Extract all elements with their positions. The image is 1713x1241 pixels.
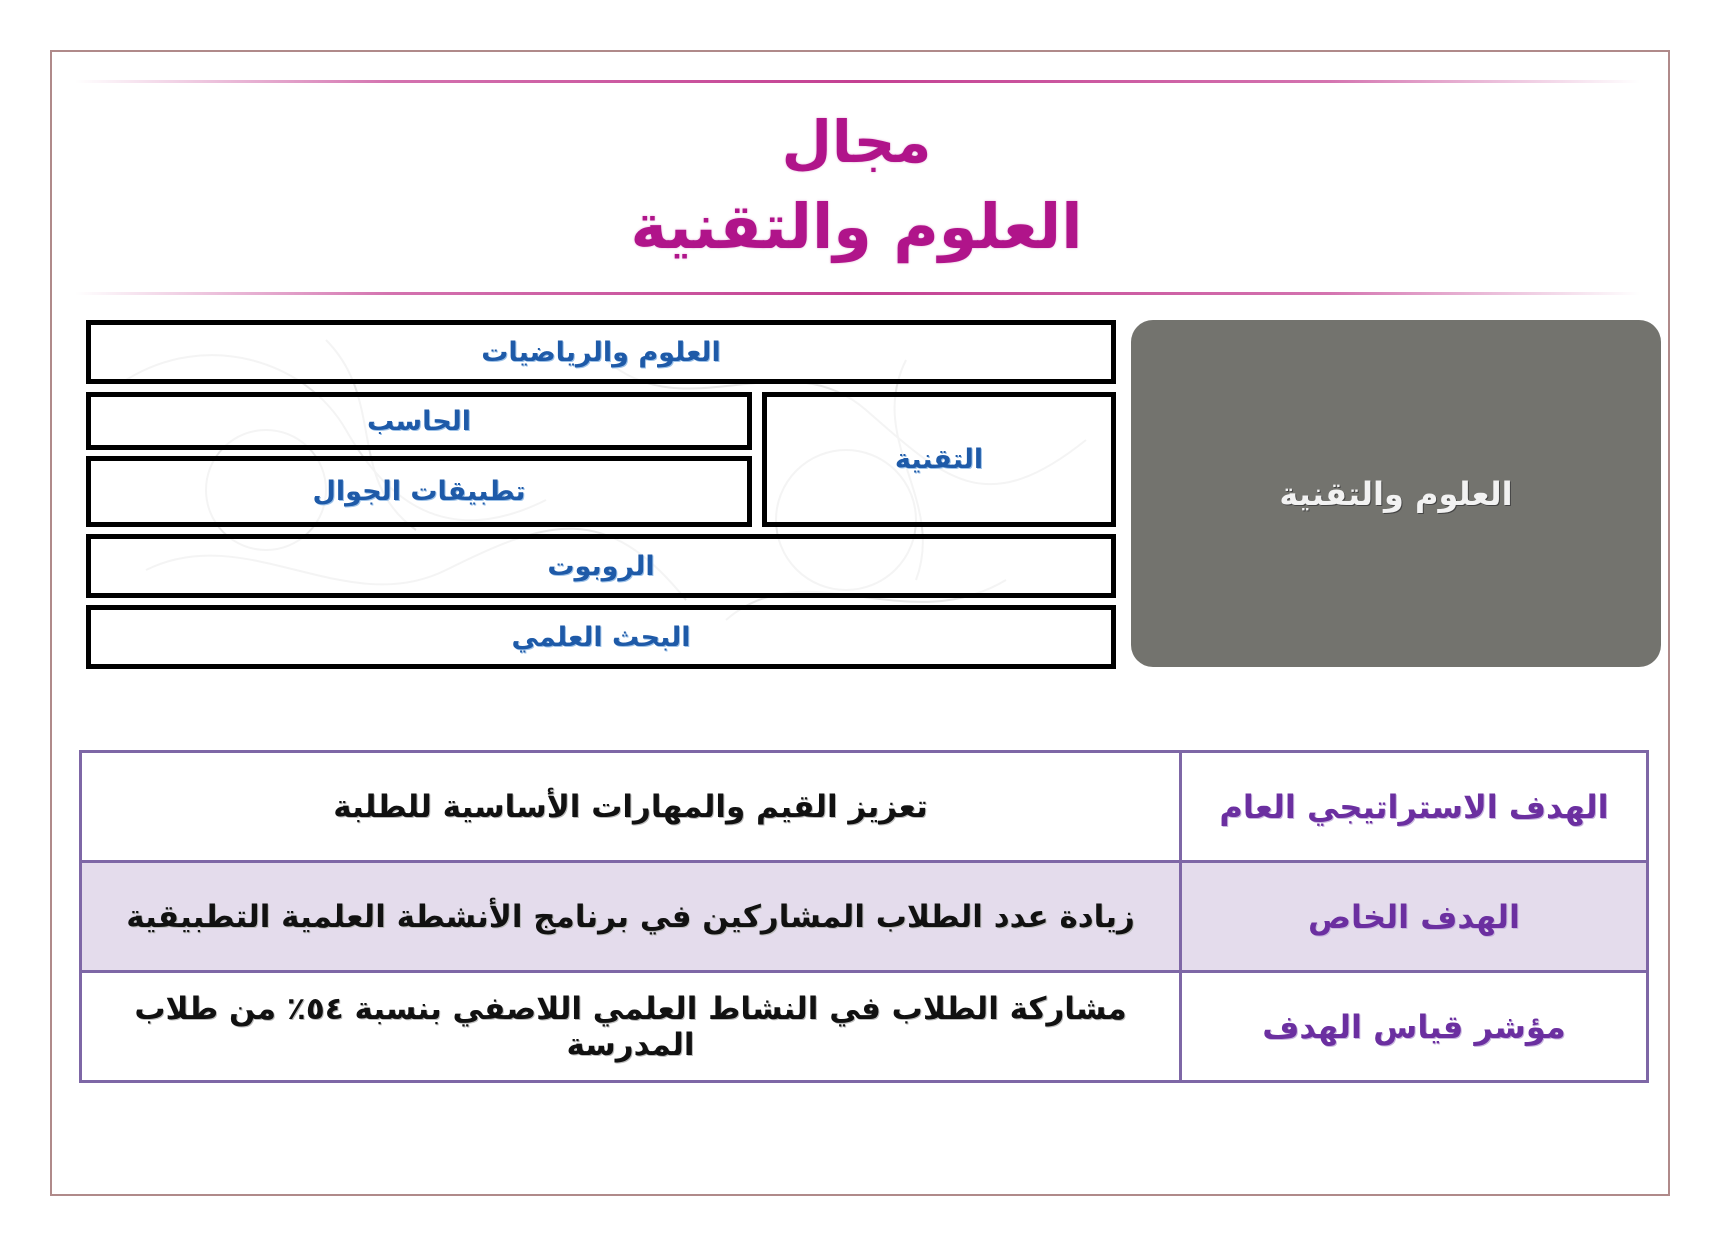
branch-robot-label: الروبوت [547, 550, 655, 582]
strategic-goal-value: تعزيز القيم والمهارات الأساسية للطلبة [81, 752, 1181, 862]
branch-computer-label: الحاسب [366, 405, 472, 437]
branch-mobile-apps-label: تطبيقات الجوال [312, 476, 526, 507]
table-row [81, 862, 1648, 972]
branch-technology [762, 392, 1116, 527]
bottom-divider [75, 292, 1640, 295]
domain-card [1131, 320, 1661, 667]
branch-computer [86, 392, 752, 450]
strategic-goal-label: الهدف الاستراتيجي العام [1181, 752, 1648, 862]
domain-card-label: العلوم والتقنية [1279, 474, 1513, 513]
branch-robot [86, 534, 1116, 598]
branch-scientific-research-label: البحث العلمي [511, 621, 691, 653]
branch-science-math [86, 320, 1116, 384]
specific-goal-label: الهدف الخاص [1181, 862, 1648, 972]
goals-table [79, 750, 1649, 1083]
specific-goal-value: زيادة عدد الطلاب المشاركين في برنامج الأنشطة العلمية التطبيقية [81, 862, 1181, 972]
table-row [81, 752, 1648, 862]
goal-indicator-label: مؤشر قياس الهدف [1181, 972, 1648, 1082]
table-row [81, 972, 1648, 1082]
branch-mobile-apps [86, 456, 752, 527]
goal-indicator-value: مشاركة الطلاب في النشاط العلمي اللاصفي بنسبة ٥٤٪ من طلاب المدرسة [81, 972, 1181, 1082]
branch-technology-label: التقنية [894, 444, 984, 475]
branch-scientific-research [86, 605, 1116, 669]
top-divider [75, 80, 1640, 83]
page-title-line-2: العلوم والتقنية [630, 190, 1083, 263]
branch-science-math-label: العلوم والرياضيات [481, 336, 721, 368]
page-title-line-1: مجال [781, 108, 932, 176]
